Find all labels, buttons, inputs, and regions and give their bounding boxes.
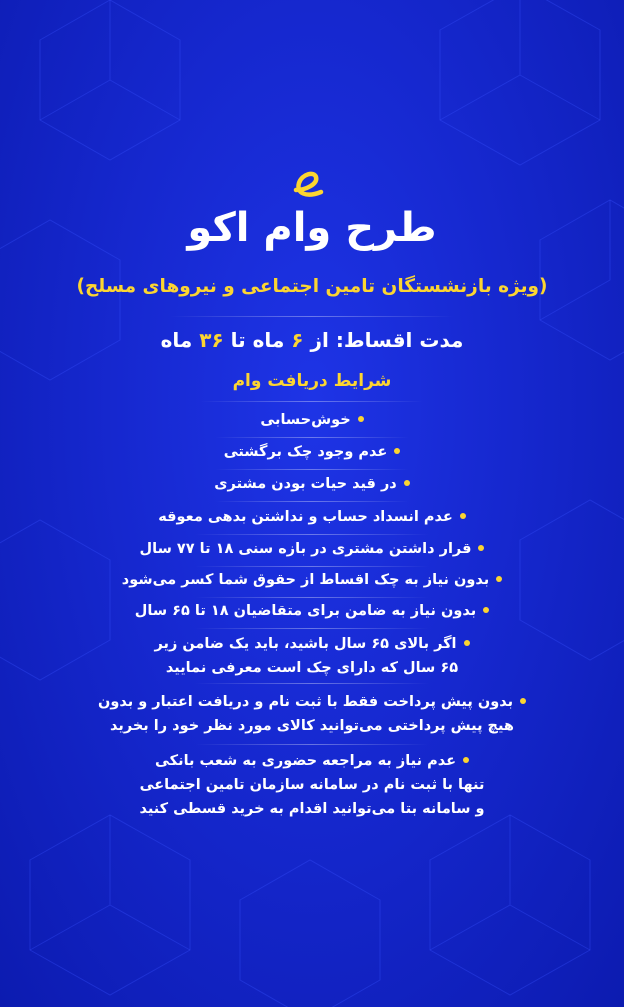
divider xyxy=(215,437,409,438)
condition-item: عدم وجود چک برگشتی xyxy=(0,440,624,464)
conditions-title: شرایط دریافت وام xyxy=(232,371,392,391)
condition-item: عدم نیاز به مراجعه حضوری به شعب بانکی تنها با ثبت نام در سامانه سازمان تامین اجتماعی و سامانه بتا می‌توانید اقدام به خرید قسطی کنید xyxy=(139,753,485,817)
condition-item: بدون نیاز به چک اقساط از حقوق شما کسر می‌شود xyxy=(0,568,624,592)
divider xyxy=(195,597,429,598)
condition-item: خوش‌حسابی xyxy=(0,408,624,432)
divider xyxy=(215,469,409,470)
page-title: طرح وام اکو xyxy=(187,205,437,251)
bullet-dot-icon xyxy=(478,545,484,551)
bullet-dot-icon xyxy=(460,513,466,519)
divider xyxy=(195,683,429,684)
divider xyxy=(170,316,454,317)
bullet-dot-icon xyxy=(483,607,489,613)
bullet-dot-icon xyxy=(463,757,469,763)
bullet-dot-icon xyxy=(394,448,400,454)
condition-item: بدون پیش پرداخت فقط با ثبت نام و دریافت اعتبار و بدون هیچ پیش پرداختی می‌توانید کالای مورد نظر خود را بخرید xyxy=(0,690,624,738)
bullet-dot-icon xyxy=(520,698,526,704)
bullet-dot-icon xyxy=(358,416,364,422)
bullet-dot-icon xyxy=(464,640,470,646)
bullet-dot-icon xyxy=(496,576,502,582)
divider xyxy=(200,401,424,402)
installments-min: ۶ xyxy=(291,328,304,352)
page-subtitle: (ویژه بازنشستگان تامین اجتماعی و نیروهای مسلح) xyxy=(76,276,548,297)
condition-item: عدم انسداد حساب و نداشتن بدهی معوقه xyxy=(0,505,624,529)
installments-duration: مدت اقساط: از ۶ ماه تا ۳۶ ماه xyxy=(160,328,464,352)
divider xyxy=(195,744,429,745)
e-logo-icon xyxy=(288,168,328,202)
condition-item: بدون نیاز به ضامن برای متقاضیان ۱۸ تا ۶۵ سال xyxy=(0,599,624,623)
divider xyxy=(215,501,409,502)
installments-max: ۳۶ xyxy=(199,328,224,352)
divider xyxy=(195,534,429,535)
condition-item: اگر بالای ۶۵ سال باشید، باید یک ضامن زیر ۶۵ سال که دارای چک است معرفی نمایید xyxy=(0,632,624,680)
divider xyxy=(195,628,429,629)
condition-item: قرار داشتن مشتری در بازه سنی ۱۸ تا ۷۷ سال xyxy=(0,537,624,561)
divider xyxy=(195,566,429,567)
condition-item: در قید حیات بودن مشتری xyxy=(0,472,624,496)
bullet-dot-icon xyxy=(404,480,410,486)
